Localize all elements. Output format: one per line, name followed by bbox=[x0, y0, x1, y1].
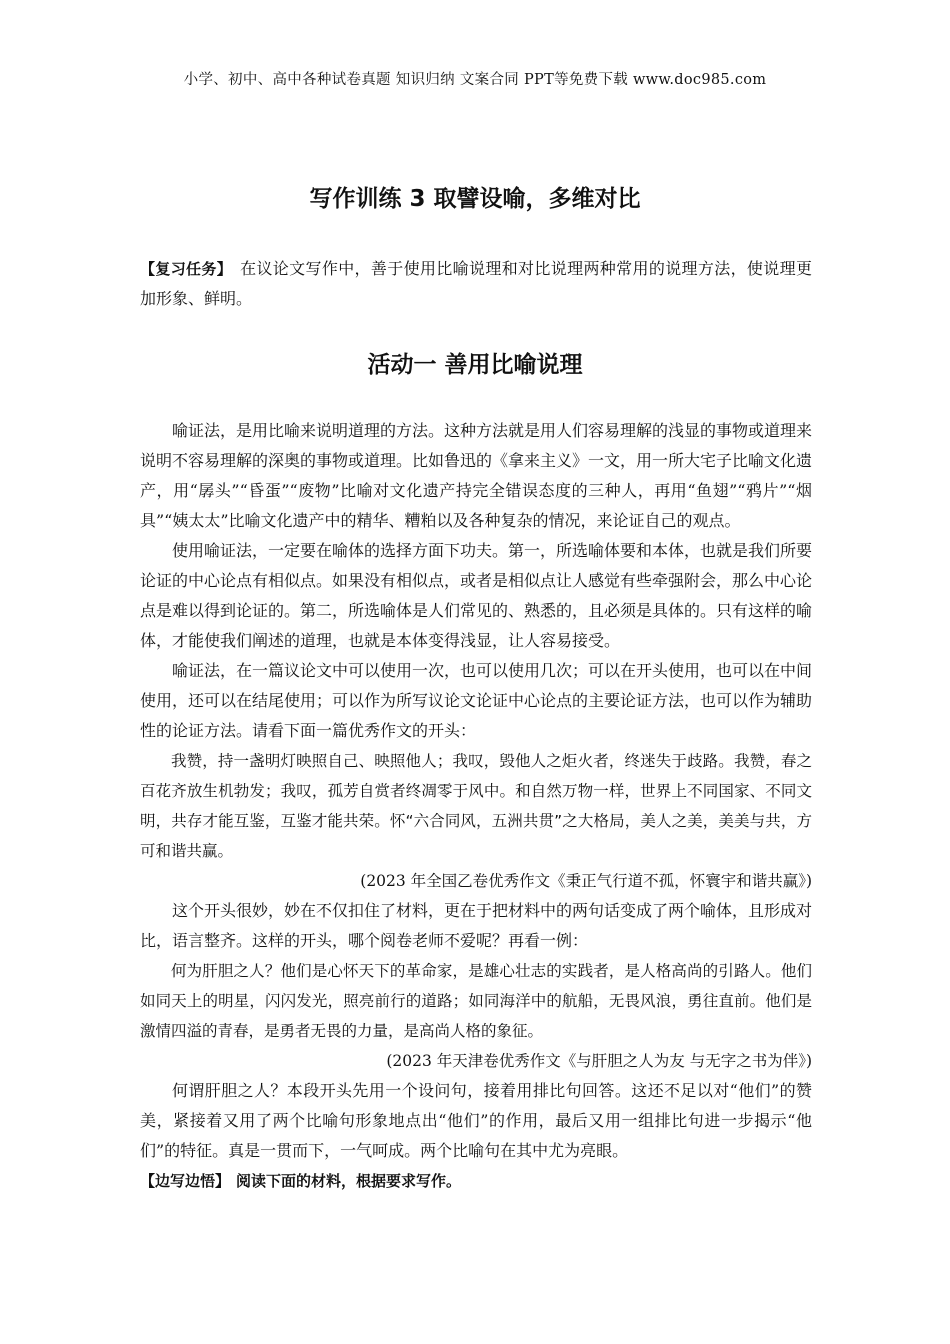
example-1-text: 我赞，持一盏明灯映照自己、映照他人；我叹，毁他人之炬火者，终迷失于歧路。我赞，春之百花齐放生机勃发；我叹，孤芳自赏者终凋零于风中。和自然万物一样，世界上不同国家、不同文明，共存才能互鉴，互鉴才能共荣。怀“六合同风，五洲共贯”之大格局，美人之美，美美与共，方可和谐共赢。 bbox=[140, 752, 812, 860]
side-note bbox=[140, 1166, 812, 1196]
example-2-text: 何为肝胆之人？他们是心怀天下的革命家，是雄心壮志的实践者，是人格高尚的引路人。他们如同天上的明星，闪闪发光，照亮前行的道路；如同海洋中的航船，无畏风浪，勇往直前。他们是激情四溢的青春，是勇者无畏的力量，是高尚人格的象征。 bbox=[140, 962, 812, 1040]
side-note-tag: 【边写边悟】 bbox=[140, 1172, 231, 1190]
example-1-source: (2023 年全国乙卷优秀作文《秉正气行道不孤，怀寰宇和谐共赢》) bbox=[360, 872, 812, 890]
example-2-source: (2023 年天津卷优秀作文《与肝胆之人为友 与无字之书为伴》) bbox=[386, 1052, 812, 1070]
review-text: 在议论文写作中，善于使用比喻说理和对比说理两种常用的说理方法，使说理更加形象、鲜明。 bbox=[140, 259, 812, 308]
side-note-text: 阅读下面的材料，根据要求写作。 bbox=[236, 1172, 462, 1190]
review-task bbox=[140, 254, 812, 314]
activity-title: 活动一 善用比喻说理 bbox=[367, 352, 583, 378]
paragraph-1: 喻证法，是用比喻来说明道理的方法。这种方法就是用人们容易理解的浅显的事物或道理来说明不容易理解的深奥的事物或道理。比如鲁迅的《拿来主义》一文，用一所大宅子比喻文化遗产，用“孱头”“昏蛋”“废物”比喻对文化遗产持完全错误态度的三种人，再用“鱼翅”“鸦片”“烟具”“姨太太”比喻文化遗产中的精华、糟粕以及各种复杂的情况，来论证自己的观点。 bbox=[140, 421, 813, 530]
page-header: 小学、初中、高中各种试卷真题 知识归纳 文案合同 PPT等免费下载 www.doc985.com bbox=[183, 72, 767, 88]
body-text bbox=[140, 416, 812, 1196]
paragraph-3: 喻证法，在一篇议论文中可以使用一次，也可以使用几次；可以在开头使用，也可以在中间使用，还可以在结尾使用；可以作为所写议论文论证中心论点的主要论证方法，也可以作为辅助性的论证方法。请看下面一篇优秀作文的开头： bbox=[140, 661, 813, 740]
comment-1: 这个开头很妙，妙在不仅扣住了材料，更在于把材料中的两句话变成了两个喻体，且形成对比，语言整齐。这样的开头，哪个阅卷老师不爱呢？再看一例： bbox=[140, 901, 813, 950]
page-title: 写作训练 3 取譬设喻，多维对比 bbox=[309, 186, 641, 212]
comment-2: 何谓肝胆之人？本段开头先用一个设问句，接着用排比句回答。这还不足以对“他们”的赞美，紧接着又用了两个比喻句形象地点出“他们”的作用，最后又用一组排比句进一步揭示“他们”的特征。真是一贯而下，一气呵成。两个比喻句在其中尤为亮眼。 bbox=[140, 1081, 812, 1160]
review-tag: 【复习任务】 bbox=[140, 260, 233, 278]
paragraph-2: 使用喻证法，一定要在喻体的选择方面下功夫。第一，所选喻体要和本体，也就是我们所要论证的中心论点有相似点。如果没有相似点，或者是相似点让人感觉有些牵强附会，那么中心论点是难以得到论证的。第二，所选喻体是人们常见的、熟悉的，且必须是具体的。只有这样的喻体，才能使我们阐述的道理，也就是本体变得浅显，让人容易接受。 bbox=[140, 541, 813, 650]
